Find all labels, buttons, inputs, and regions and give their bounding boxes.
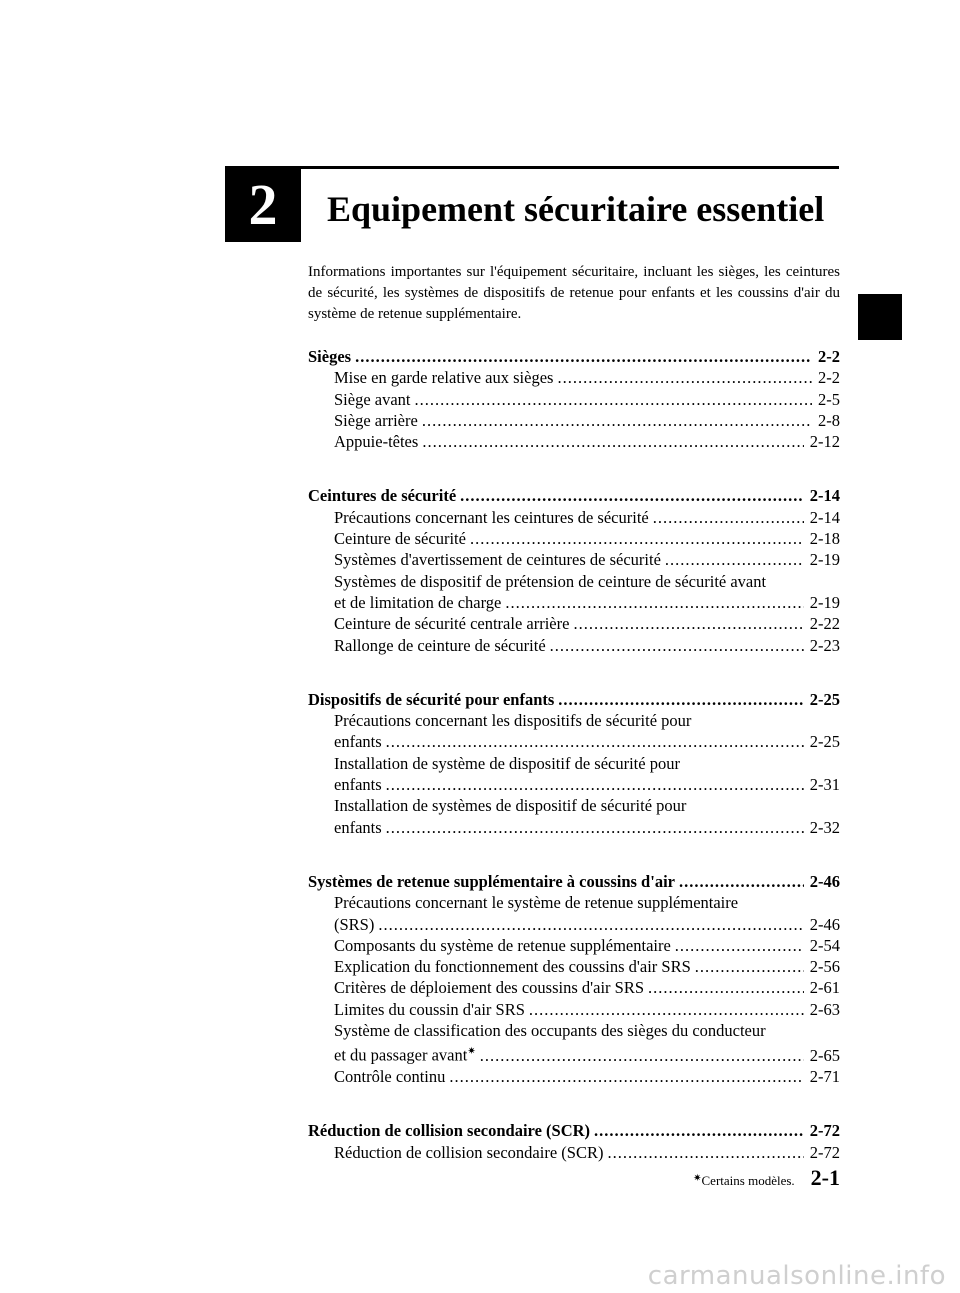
chapter-title: Equipement sécuritaire essentiel bbox=[327, 189, 825, 229]
footnote: ✷Certains modèles. bbox=[693, 1173, 795, 1188]
chapter-number: 2 bbox=[248, 171, 278, 237]
toc-entry-line1[interactable]: Installation de systèmes de dispositif de sécurité pour bbox=[334, 796, 687, 816]
toc-entry[interactable]: enfants ..... 2-25 bbox=[334, 731, 840, 752]
watermark: carmanualsonline.info bbox=[647, 1261, 946, 1291]
toc-entry[interactable]: Siège avant ..... 2-5 bbox=[334, 389, 840, 410]
asterisk-icon: ✷ bbox=[467, 1046, 476, 1058]
toc-entry[interactable]: Ceinture de sécurité centrale arrière ..... 2-22 bbox=[334, 613, 840, 634]
toc-entry[interactable]: et de limitation de charge ..... 2-19 bbox=[334, 592, 840, 613]
page-number: 2-1 bbox=[810, 1165, 840, 1190]
chapter-number-box bbox=[225, 166, 301, 242]
toc-entry[interactable]: Ceinture de sécurité ..... 2-18 bbox=[334, 528, 840, 549]
toc-heading[interactable]: Ceintures de sécurité ..... 2-14 bbox=[308, 483, 840, 506]
toc-entry[interactable]: enfants ..... 2-32 bbox=[334, 817, 840, 838]
toc-entry[interactable]: et du passager avant✷ ..... 2-65 bbox=[334, 1041, 840, 1066]
toc-entry[interactable]: Explication du fonctionnement des coussins d'air SRS ..... 2-56 bbox=[334, 956, 840, 977]
toc-entry-line1[interactable]: Systèmes de dispositif de prétension de ceinture de sécurité avant bbox=[334, 571, 767, 591]
toc-section bbox=[308, 687, 840, 838]
toc-entry[interactable]: Réduction de collision secondaire (SCR) ..... 2-72 bbox=[334, 1142, 840, 1163]
toc-section bbox=[308, 483, 840, 655]
toc-entry[interactable]: Composants du système de retenue supplémentaire ..... 2-54 bbox=[334, 935, 840, 956]
toc-entry[interactable]: Contrôle continu ..... 2-71 bbox=[334, 1066, 840, 1087]
table-of-contents bbox=[308, 344, 840, 1163]
toc-entry-line1[interactable]: Précautions concernant les dispositifs de sécurité pour bbox=[334, 711, 692, 731]
toc-entry-line1[interactable]: Installation de système de dispositif de sécurité pour bbox=[334, 753, 680, 773]
toc-entry[interactable]: enfants ..... 2-31 bbox=[334, 774, 840, 795]
toc-heading[interactable]: Réduction de collision secondaire (SCR) ..... 2-72 bbox=[308, 1118, 840, 1141]
toc-entry-line1[interactable]: Système de classification des occupants des sièges du conducteur bbox=[334, 1021, 766, 1041]
toc-entry[interactable]: Précautions concernant les ceintures de sécurité ..... 2-14 bbox=[334, 507, 840, 528]
toc-heading[interactable]: Systèmes de retenue supplémentaire à coussins d'air ..... 2-46 bbox=[308, 869, 840, 892]
toc-entry[interactable]: Appuie-têtes ..... 2-12 bbox=[334, 431, 840, 452]
toc-entry[interactable]: Siège arrière ..... 2-8 bbox=[334, 410, 840, 431]
asterisk-icon: ✷ bbox=[693, 1173, 702, 1184]
toc-entry[interactable]: Limites du coussin d'air SRS ..... 2-63 bbox=[334, 999, 840, 1020]
page-footer bbox=[693, 1165, 840, 1191]
chapter-intro: Informations importantes sur l'équipement sécuritaire, incluant les sièges, les ceintures de sécurité, les systèmes de dispositifs de retenue pour enfants et les coussins d'air du système de retenue supplémentaire. bbox=[308, 264, 840, 322]
toc-entry[interactable]: Mise en garde relative aux sièges ..... 2-2 bbox=[334, 367, 840, 388]
toc-heading[interactable]: Sièges ..... 2-2 bbox=[308, 344, 840, 367]
toc-section bbox=[308, 344, 840, 452]
top-rule bbox=[225, 166, 839, 169]
toc-entry[interactable]: Systèmes d'avertissement de ceintures de sécurité ..... 2-19 bbox=[334, 549, 840, 570]
toc-section bbox=[308, 869, 840, 1087]
toc-entry[interactable]: Rallonge de ceinture de sécurité ..... 2-23 bbox=[334, 635, 840, 656]
toc-entry-line1[interactable]: Précautions concernant le système de retenue supplémentaire bbox=[334, 893, 739, 913]
toc-heading[interactable]: Dispositifs de sécurité pour enfants ..... 2-25 bbox=[308, 687, 840, 710]
toc-section bbox=[308, 1118, 840, 1163]
toc-entry[interactable]: Critères de déploiement des coussins d'air SRS ..... 2-61 bbox=[334, 977, 840, 998]
toc-entry[interactable]: (SRS) ..... 2-46 bbox=[334, 914, 840, 935]
chapter-tab-marker bbox=[858, 294, 902, 340]
